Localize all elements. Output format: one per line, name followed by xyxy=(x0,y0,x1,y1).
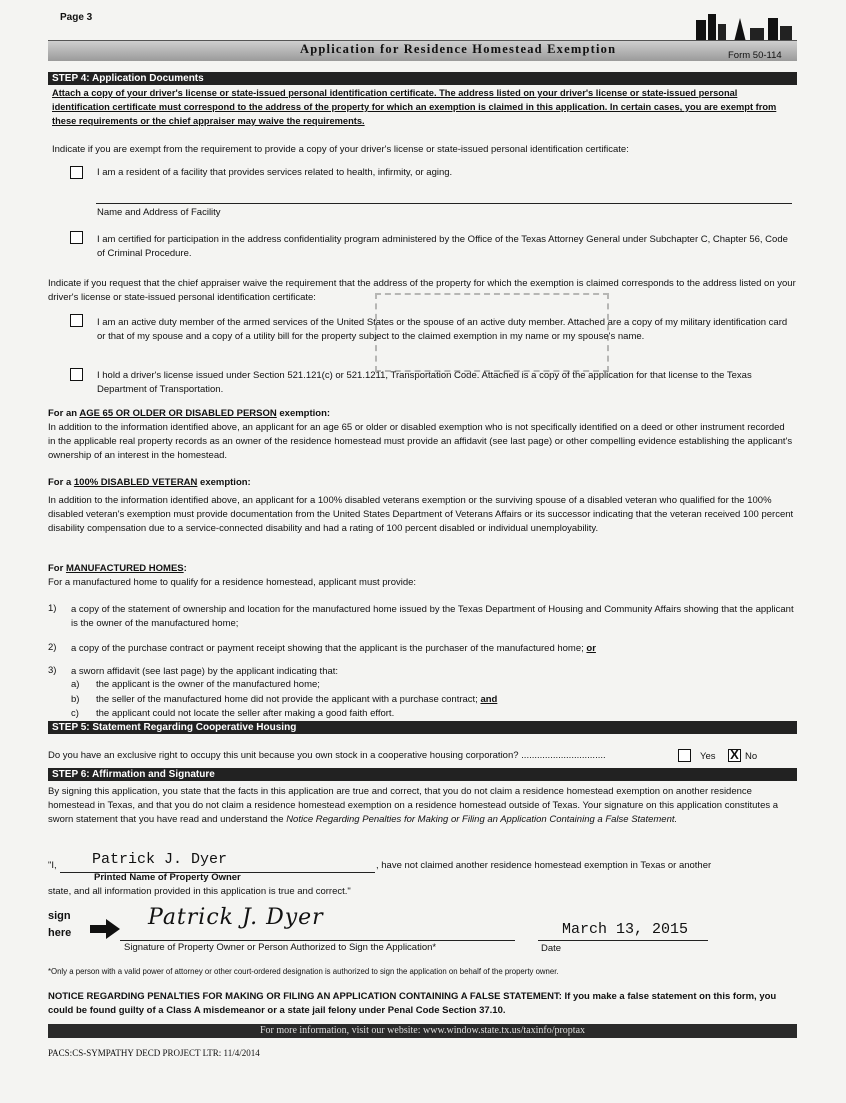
step5-bar: STEP 5: Statement Regarding Cooperative Housing xyxy=(48,721,797,734)
mh-intro: For a manufactured home to qualify for a residence homestead, applicant must provide: xyxy=(48,577,417,588)
state-line: state, and all information provided in this application is true and correct." xyxy=(48,886,351,897)
waive-prompt: Indicate if you request that the chief appraiser waive the requirement that the address of the property for which the exemption is claimed corresponds to the address listed on your driver's license or state-issued personal identification certificate: xyxy=(48,278,796,303)
age65-text: In addition to the information identified above, an applicant for an age 65 or older or disabled exemption who is not specifically identified on a deed or other instrument recorded in the applicable real property records as an owner of the residence homestead must provide an affidavit (see last page) or other compelling evidence establishing the applicant's ownership of an interest in the homestead. xyxy=(48,422,793,461)
arrow-right-icon xyxy=(90,919,120,939)
age65-heading: For an AGE 65 OR OLDER OR DISABLED PERSON exemption: xyxy=(48,408,331,419)
mh-heading: For MANUFACTURED HOMES: xyxy=(48,563,187,574)
sign-label: sign xyxy=(48,910,71,922)
mh-item-3a-label: a) xyxy=(71,679,80,690)
mh-item-3b-label: b) xyxy=(71,694,80,705)
i-prefix: "I, xyxy=(48,860,57,871)
facility-option: I am a resident of a facility that provides services related to health, infirmity, or aging. xyxy=(97,167,453,178)
step4-intro: Attach a copy of your driver's license or state-issued personal identification certificate. The address listed on your driver's license or state-issued personal identification certificate must correspond to the address of the property for which an exemption is claimed in this application. In certain cases, you are exempt from these requirements or the chief appraiser may waive the requirements. xyxy=(52,88,777,126)
here-label: here xyxy=(48,927,72,939)
mh-item-3b: the seller of the manufactured home did not provide the applicant with a purchase contract; and xyxy=(96,694,498,705)
veteran-text: In addition to the information identified above, an applicant for a 100% disabled veterans exemption or the surviving spouse of a disabled veteran who qualified for the 100% disabled veteran's exemption must provide documentation from the United States Department of Veterans Affairs or its successor indicating that the veteran received 100 percent disability compensation due to a service-connected disability and had a rating of 100 percent disabled or individual unemployability. xyxy=(48,495,794,534)
i-suffix: , have not claimed another residence homestead exemption in Texas or another xyxy=(376,860,712,871)
mh-item-2-num: 2) xyxy=(48,642,57,653)
facility-line[interactable] xyxy=(96,203,792,204)
skyline-logo-icon xyxy=(692,12,796,42)
coop-yes-checkbox[interactable] xyxy=(678,749,691,762)
confidentiality-checkbox[interactable] xyxy=(70,231,83,244)
footnote: *Only a person with a valid power of attorney or other court-ordered designation is authorized to sign the application on behalf of the property owner. xyxy=(48,967,559,976)
mh-item-1-num: 1) xyxy=(48,603,57,614)
exempt-prompt: Indicate if you are exempt from the requirement to provide a copy of your driver's license or state-issued personal identification certificate: xyxy=(52,144,629,155)
signature-label: Signature of Property Owner or Person Authorized to Sign the Application* xyxy=(124,942,437,953)
facility-line-label: Name and Address of Facility xyxy=(97,207,221,218)
mh-item-1: a copy of the statement of ownership and location for the manufactured home issued by the Texas Department of Housing and Community Affairs showing that the applicant is the owner of the manufactured home; xyxy=(71,604,794,629)
license-checkbox[interactable] xyxy=(70,368,83,381)
printed-name-label: Printed Name of Property Owner xyxy=(94,872,241,883)
date-line xyxy=(538,940,708,941)
military-checkbox[interactable] xyxy=(70,314,83,327)
date-label: Date xyxy=(541,943,562,954)
website-band: For more information, visit our website: www.window.state.tx.us/taxinfo/proptax xyxy=(48,1024,797,1038)
facility-checkbox[interactable] xyxy=(70,166,83,179)
mh-item-2: a copy of the purchase contract or payment receipt showing that the applicant is the purchaser of the manufactured home; or xyxy=(71,643,596,654)
page-number: Page 3 xyxy=(60,12,93,23)
mh-item-3a: the applicant is the owner of the manufactured home; xyxy=(96,679,320,690)
mh-item-3c: the applicant could not locate the seller after making a good faith effort. xyxy=(96,708,395,719)
project-footer: PACS:CS-SYMPATHY DECD PROJECT LTR: 11/4/2014 xyxy=(48,1048,260,1058)
form-title: Application for Residence Homestead Exemption xyxy=(300,42,617,56)
coop-no-label: No xyxy=(745,751,758,762)
penalty-notice: NOTICE REGARDING PENALTIES FOR MAKING OR FILING AN APPLICATION CONTAINING A FALSE STATEMENT: If you make a false statement on this form, you could be found guilty of a Class A misdemeanor or a state jail felony under Penal Code Section 37.10. xyxy=(48,991,777,1016)
mh-item-3: a sworn affidavit (see last page) by the applicant indicating that: xyxy=(71,666,339,677)
step6-bar: STEP 6: Affirmation and Signature xyxy=(48,768,797,781)
coop-question: Do you have an exclusive right to occupy this unit because you own stock in a cooperative housing corporation? ................................ xyxy=(48,750,606,761)
signature[interactable]: Patrick J. Dyer xyxy=(148,905,324,930)
step4-bar: STEP 4: Application Documents xyxy=(48,72,797,85)
mh-item-3c-label: c) xyxy=(71,708,79,719)
affirmation-text: By signing this application, you state that the facts in this application are true and correct, that you do not claim a residence homestead exemption on another residence homestead in Texas, and that you do not claim a residence homestead exemption on a residence homestead outside of Texas. Your signature on this application constitutes a sworn statement that you have read and understand the Notice Regarding Penalties for Making or Filing an Application Containing a False Statement. xyxy=(48,786,779,825)
military-option: I am an active duty member of the armed services of the United States or the spouse of an active duty member. Attached are a copy of my military identification card or that of my spouse and a copy of a utility bill for the property subject to the claimed exemption in my name or my spouse's name. xyxy=(97,317,788,342)
license-option: I hold a driver's license issued under Section 521.121(c) or 521.1211, Transportation Code. Attached is a copy of the application for that license to the Texas Department of Transportation. xyxy=(97,370,752,395)
printed-name-value[interactable]: Patrick J. Dyer xyxy=(92,851,228,868)
form-number: Form 50-114 xyxy=(728,50,782,61)
coop-no-checkbox[interactable]: X xyxy=(728,749,741,762)
date-value[interactable]: March 13, 2015 xyxy=(562,921,689,938)
mh-item-3-num: 3) xyxy=(48,665,57,676)
confidentiality-option: I am certified for participation in the address confidentiality program administered by the Office of the Texas Attorney General under Subchapter C, Chapter 56, Code of Criminal Procedure. xyxy=(97,234,788,259)
veteran-heading: For a 100% DISABLED VETERAN exemption: xyxy=(48,477,251,488)
coop-yes-label: Yes xyxy=(700,751,716,762)
